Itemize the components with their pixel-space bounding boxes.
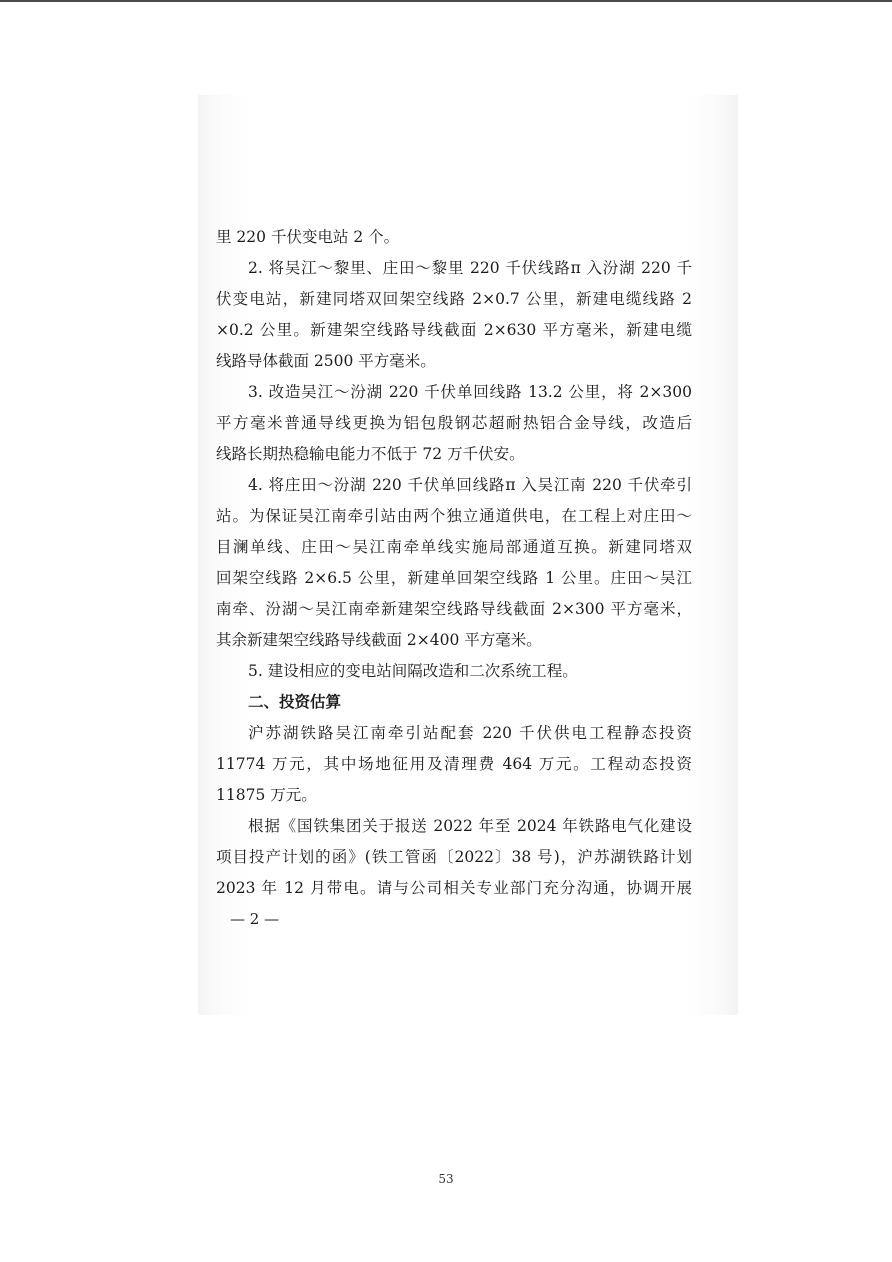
text-line: 4. 将庄田～汾湖 220 千伏单回线路π 入吴江南 220 千伏牵引 <box>248 476 692 494</box>
top-border <box>0 0 892 2</box>
text-line: 11875 万元。 <box>216 786 317 804</box>
text-line: 回架空线路 2×6.5 公里，新建单回架空线路 1 公里。庄田～吴江 <box>216 569 692 587</box>
text-line: ×0.2 公里。新建架空线路导线截面 2×630 平方毫米，新建电缆 <box>216 321 692 339</box>
text-line: 其余新建架空线路导线截面 2×400 平方毫米。 <box>216 631 542 649</box>
text-line: 项目投产计划的函》(铁工管函〔2022〕38 号)，沪苏湖铁路计划 <box>216 848 692 866</box>
text-line: 3. 改造吴江～汾湖 220 千伏单回线路 13.2 公里，将 2×300 <box>248 383 692 401</box>
text-line: 里 220 千伏变电站 2 个。 <box>216 228 400 246</box>
text-line: 线路导体截面 2500 平方毫米。 <box>216 352 436 370</box>
text-line: 5. 建设相应的变电站间隔改造和二次系统工程。 <box>248 662 578 680</box>
text-line: 线路长期热稳输电能力不低于 72 万千伏安。 <box>216 445 525 463</box>
text-line: 根据《国铁集团关于报送 2022 年至 2024 年铁路电气化建设 <box>248 817 692 835</box>
text-line: 11774 万元，其中场地征用及清理费 464 万元。工程动态投资 <box>216 755 692 773</box>
page-number: — 2 — <box>230 910 280 928</box>
text-line: 伏变电站，新建同塔双回架空线路 2×0.7 公里，新建电缆线路 2 <box>216 290 692 308</box>
text-line: 站。为保证吴江南牵引站由两个独立通道供电，在工程上对庄田～ <box>216 507 692 525</box>
document-body <box>216 222 692 904</box>
text-line: 2023 年 12 月带电。请与公司相关专业部门充分沟通，协调开展 <box>216 879 692 897</box>
text-line: 2. 将吴江～黎里、庄田～黎里 220 千伏线路π 入汾湖 220 千 <box>248 259 692 277</box>
text-line: 南牵、汾湖～吴江南牵新建架空线路导线截面 2×300 平方毫米， <box>216 600 692 618</box>
text-line: 沪苏湖铁路吴江南牵引站配套 220 千伏供电工程静态投资 <box>248 724 692 742</box>
section-heading: 二、投资估算 <box>248 693 342 711</box>
text-line: 目澜单线、庄田～吴江南牵单线实施局部通道互换。新建同塔双 <box>216 538 692 556</box>
footer-page-number: 53 <box>438 1172 454 1186</box>
text-line: 平方毫米普通导线更换为铝包殷钢芯超耐热铝合金导线，改造后 <box>216 414 692 432</box>
